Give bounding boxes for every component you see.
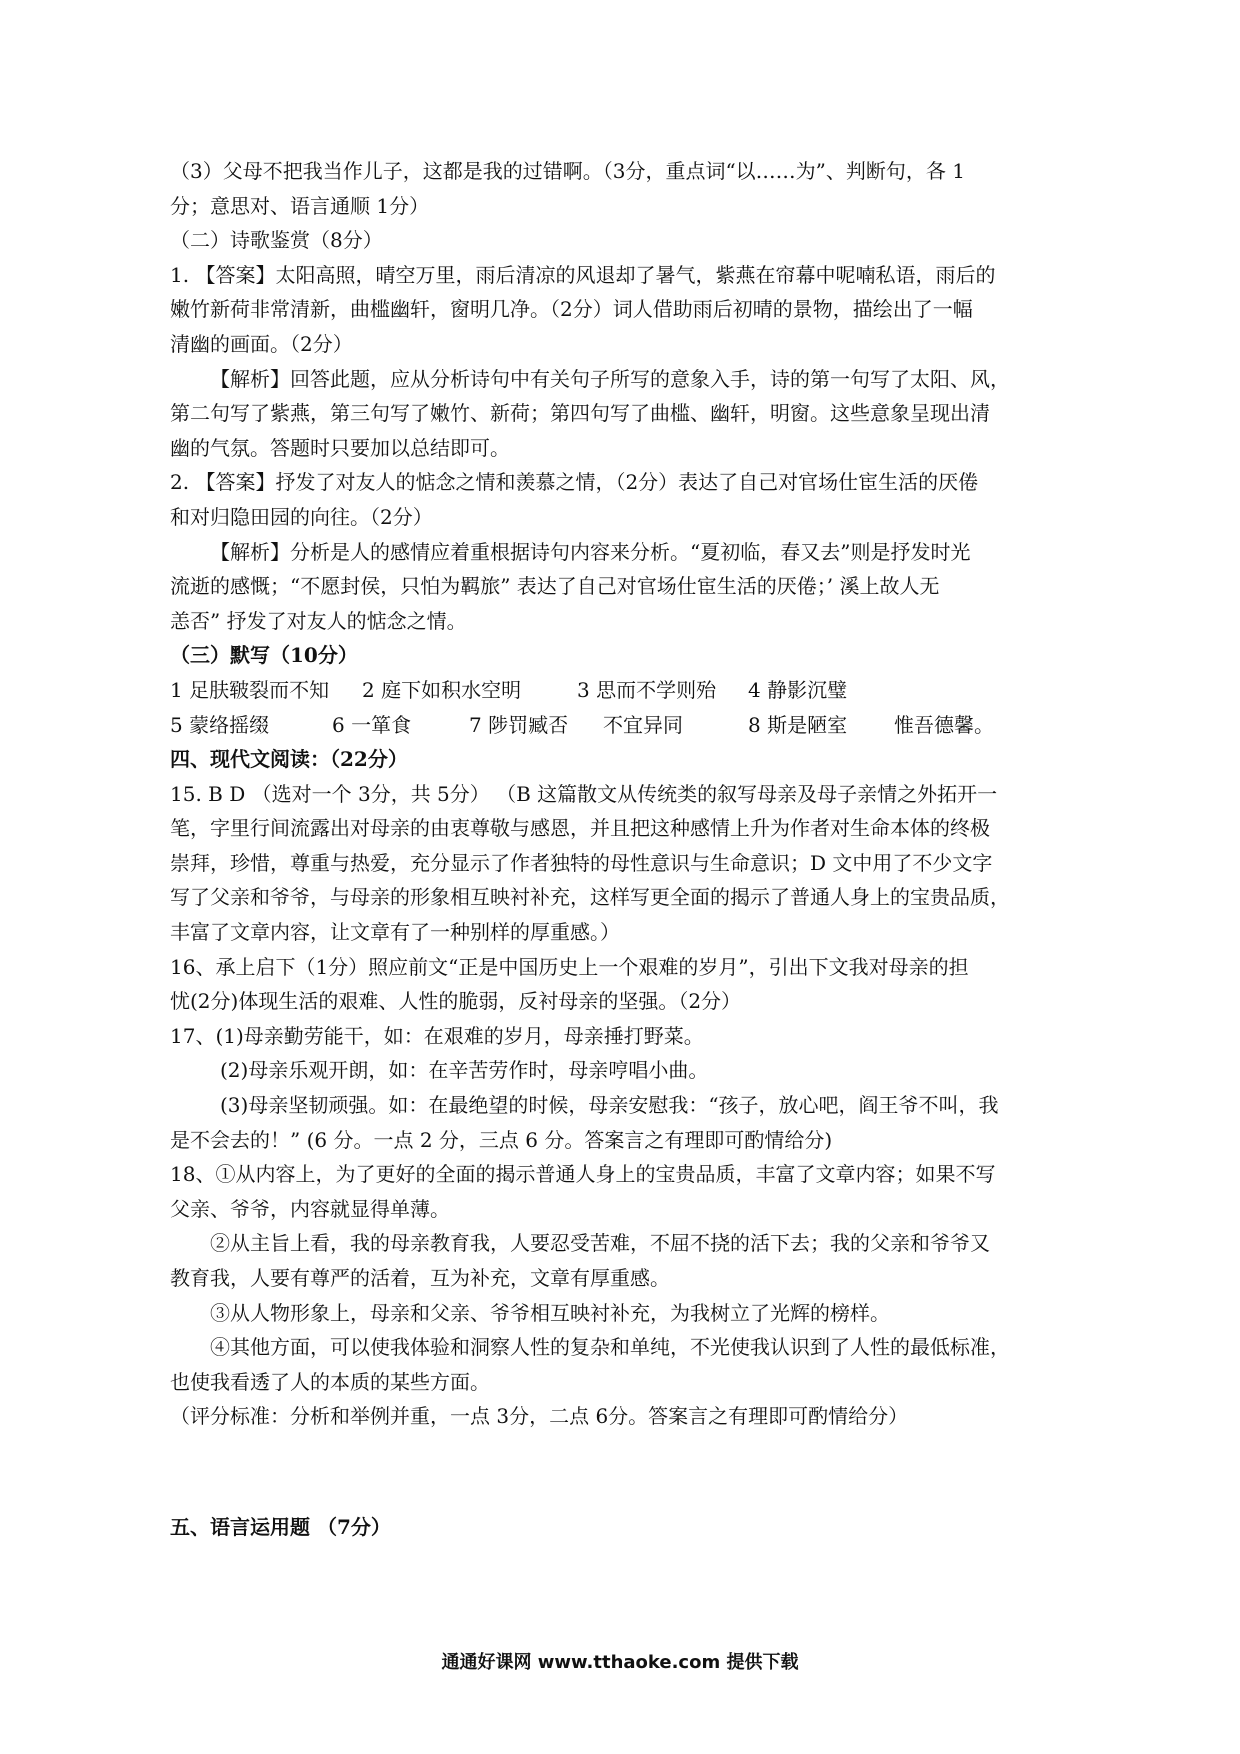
text-line: 父亲、爷爷，内容就显得单薄。 bbox=[170, 1196, 450, 1221]
text-line: 写了父亲和爷爷，与母亲的形象相互映衬补充，这样写更全面的揭示了普通人身上的宝贵品质， bbox=[170, 885, 1010, 910]
text-line: 分；意思对、语言通顺 1分） bbox=[170, 193, 430, 218]
text-line: (2)母亲乐观开朗，如：在辛苦劳作时，母亲哼唱小曲。 bbox=[220, 1058, 709, 1083]
dictation-item: 5 蒙络摇缀 bbox=[170, 712, 270, 737]
text-line: ③从人物形象上，母亲和父亲、爷爷相互映衬补充，为我树立了光辉的榜样。 bbox=[210, 1300, 890, 1325]
text-line: 崇拜，珍惜，尊重与热爱，充分显示了作者独特的母性意识与生命意识；D 文中用了不少文字 bbox=[170, 850, 993, 875]
document-body bbox=[170, 154, 1080, 1545]
text-line: （评分标准：分析和举例并重，一点 3分，二点 6分。答案言之有理即可酌情给分） bbox=[170, 1404, 909, 1429]
section-heading: （二）诗歌鉴赏（8分） bbox=[170, 228, 383, 253]
text-line: 也使我看透了人的本质的某些方面。 bbox=[170, 1369, 490, 1394]
text-line: ②从主旨上看，我的母亲教育我，人要忍受苦难，不屈不挠的活下去；我的父亲和爷爷又 bbox=[210, 1231, 990, 1256]
dictation-item: 不宜异同 bbox=[603, 712, 683, 737]
text-line: 和对归隐田园的向往。（2分） bbox=[170, 504, 433, 529]
text-line: 嫩竹新荷非常清新，曲槛幽轩，窗明几净。（2分）词人借助雨后初晴的景物，描绘出了一幅 bbox=[170, 297, 973, 322]
text-line: 丰富了文章内容，让文章有了一种别样的厚重感。） bbox=[170, 920, 620, 945]
text-line: 【解析】分析是人的感情应着重根据诗句内容来分析。“夏初临，春又去”则是抒发时光 bbox=[210, 539, 971, 564]
text-line: ④其他方面，可以使我体验和洞察人性的复杂和单纯，不光使我认识到了人性的最低标准， bbox=[210, 1335, 1010, 1360]
dictation-row-1 bbox=[170, 673, 1080, 708]
text-line: 流逝的感慨；“不愿封侯，只怕为羁旅” 表达了自己对官场仕宦生活的厌倦；’ 溪上故人无 bbox=[170, 574, 940, 599]
dictation-item: 2 庭下如积水空明 bbox=[362, 677, 522, 702]
text-line: 1. 【答案】太阳高照，晴空万里，雨后清凉的风退却了暑气，紫燕在帘幕中呢喃私语，雨后的 bbox=[170, 262, 996, 287]
section-heading: 四、现代文阅读：（22分） bbox=[170, 747, 408, 772]
dictation-item: 3 思而不学则殆 bbox=[577, 677, 717, 702]
dictation-row-2 bbox=[170, 708, 1080, 743]
dictation-item: 8 斯是陋室 bbox=[748, 712, 848, 737]
dictation-item: 4 静影沉璧 bbox=[748, 677, 848, 702]
footer-watermark: 通通好课网 www.tthaoke.com 提供下载 bbox=[441, 1652, 799, 1673]
text-line: 幽的气氛。答题时只要加以总结即可。 bbox=[170, 435, 510, 460]
text-line: （3）父母不把我当作儿子，这都是我的过错啊。（3分，重点词“以……为”、判断句，各 1 bbox=[170, 159, 965, 183]
text-line: 15. B D （选对一个 3分，共 5分） （B 这篇散文从传统类的叙写母亲及母子亲情之外拓开一 bbox=[170, 781, 998, 806]
text-line: 【解析】回答此题，应从分析诗句中有关句子所写的意象入手，诗的第一句写了太阳、风， bbox=[210, 366, 1010, 391]
text-line: 第二句写了紫燕，第三句写了嫩竹、新荷；第四句写了曲槛、幽轩，明窗。这些意象呈现出清 bbox=[170, 401, 990, 426]
text-line: 恙否” 抒发了对友人的惦念之情。 bbox=[170, 608, 467, 633]
dictation-item: 惟吾德馨。 bbox=[894, 712, 994, 737]
text-line: 忧(2分)体现生活的艰难、人性的脆弱，反衬母亲的坚强。（2分） bbox=[170, 989, 742, 1014]
text-line: 2. 【答案】抒发了对友人的惦念之情和羡慕之情，（2分）表达了自己对官场仕宦生活的厌倦 bbox=[170, 470, 979, 495]
dictation-item: 1 足肤皲裂而不知 bbox=[170, 677, 330, 702]
text-line: 笔，字里行间流露出对母亲的由衷尊敬与感恩，并且把这种感情上升为作者对生命本体的终极 bbox=[170, 816, 990, 841]
text-line: (3)母亲坚韧顽强。如：在最绝望的时候，母亲安慰我：“孩子，放心吧，阎王爷不叫，我 bbox=[220, 1093, 999, 1118]
text-line: 18、①从内容上，为了更好的全面的揭示普通人身上的宝贵品质，丰富了文章内容；如果不写 bbox=[170, 1162, 996, 1187]
section-heading: 五、语言运用题 （7分） bbox=[170, 1514, 391, 1539]
text-line: 教育我，人要有尊严的活着，互为补充，文章有厚重感。 bbox=[170, 1266, 670, 1290]
text-line: 清幽的画面。（2分） bbox=[170, 331, 353, 356]
text-line: 是不会去的！” (6 分。一点 2 分，三点 6 分。答案言之有理即可酌情给分) bbox=[170, 1127, 833, 1152]
text-line: 16、承上启下（1分）照应前文“正是中国历史上一个艰难的岁月”，引出下文我对母亲的担 bbox=[170, 954, 969, 979]
section-heading: （三）默写（10分） bbox=[170, 643, 358, 668]
dictation-item: 6 一箪食 bbox=[332, 712, 412, 737]
text-line: 17、(1)母亲勤劳能干，如：在艰难的岁月，母亲捶打野菜。 bbox=[170, 1023, 704, 1048]
dictation-item: 7 陟罚臧否 bbox=[469, 712, 569, 737]
